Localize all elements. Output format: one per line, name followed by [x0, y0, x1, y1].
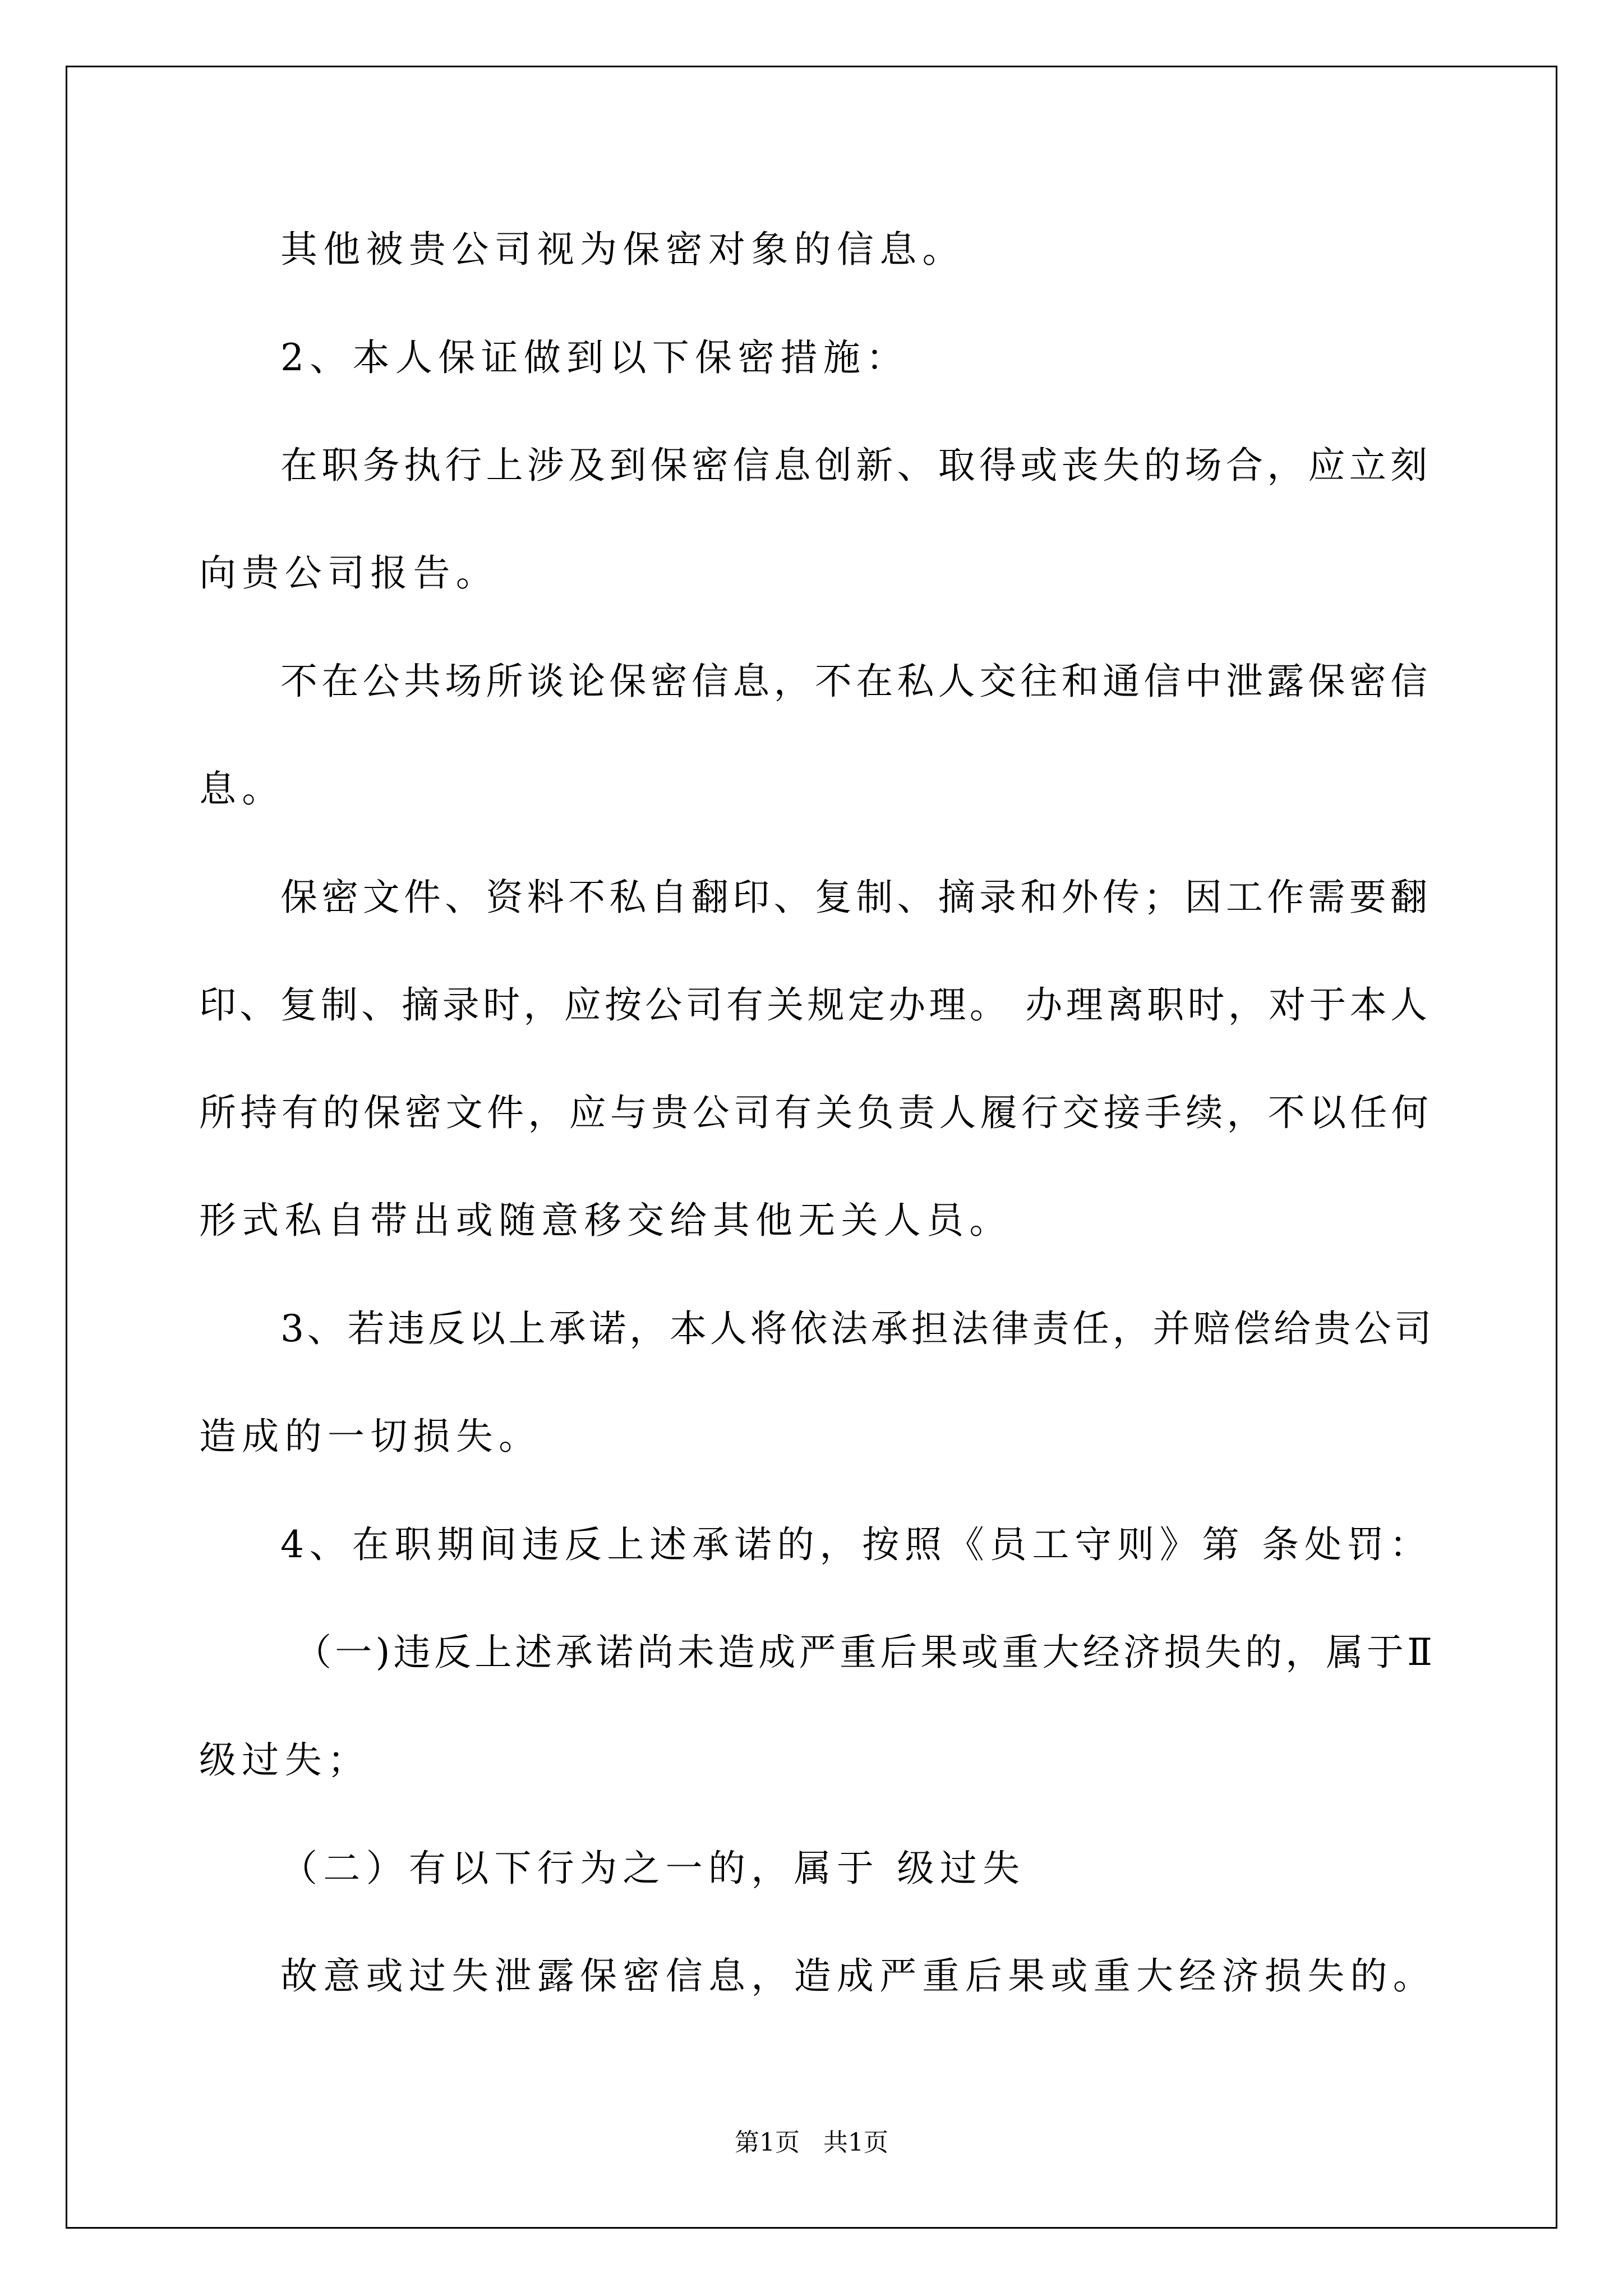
body-line: 在职务执行上涉及到保密信息创新、取得或丧失的场合，应立刻 — [280, 444, 1432, 487]
page-number-footer: 第1页 共1页 — [735, 2128, 888, 2157]
body-line: 向贵公司报告。 — [199, 551, 499, 595]
body-line: 不在公共场所谈论保密信息，不在私人交往和通信中泄露保密信 — [280, 660, 1432, 703]
body-line: 故意或过失泄露保密信息，造成严重后果或重大经济损失的。 — [280, 1954, 1436, 1998]
body-line: 4、在职期间违反上述承诺的，按照《员工守则》第 条处罚： — [280, 1523, 1432, 1566]
body-line: 形式私自带出或随意移交给其他无关人员。 — [199, 1199, 1012, 1242]
body-line: 所持有的保密文件，应与贵公司有关负责人履行交接手续，不以任何 — [199, 1091, 1432, 1134]
body-line: 印、复制、摘录时，应按公司有关规定办理。 办理离职时，对于本人 — [199, 983, 1431, 1027]
body-line: 2、本人保证做到以下保密措施： — [280, 336, 909, 379]
body-line: 3、若违反以上承诺，本人将依法承担法律责任，并赔偿给贵公司 — [280, 1307, 1435, 1350]
body-line: 级过失； — [199, 1738, 371, 1782]
body-line: 造成的一切损失。 — [199, 1415, 542, 1458]
page-border — [66, 66, 1557, 2229]
body-line: （一)违反上述承诺尚未造成严重后果或重大经济损失的，属于Ⅱ — [294, 1631, 1436, 1674]
body-line: 其他被贵公司视为保密对象的信息。 — [280, 228, 965, 271]
body-line: 保密文件、资料不私自翻印、复制、摘录和外传；因工作需要翻 — [280, 876, 1432, 919]
body-line: （二）有以下行为之一的，属于 级过失 — [280, 1847, 1026, 1890]
body-line: 息。 — [199, 767, 285, 811]
